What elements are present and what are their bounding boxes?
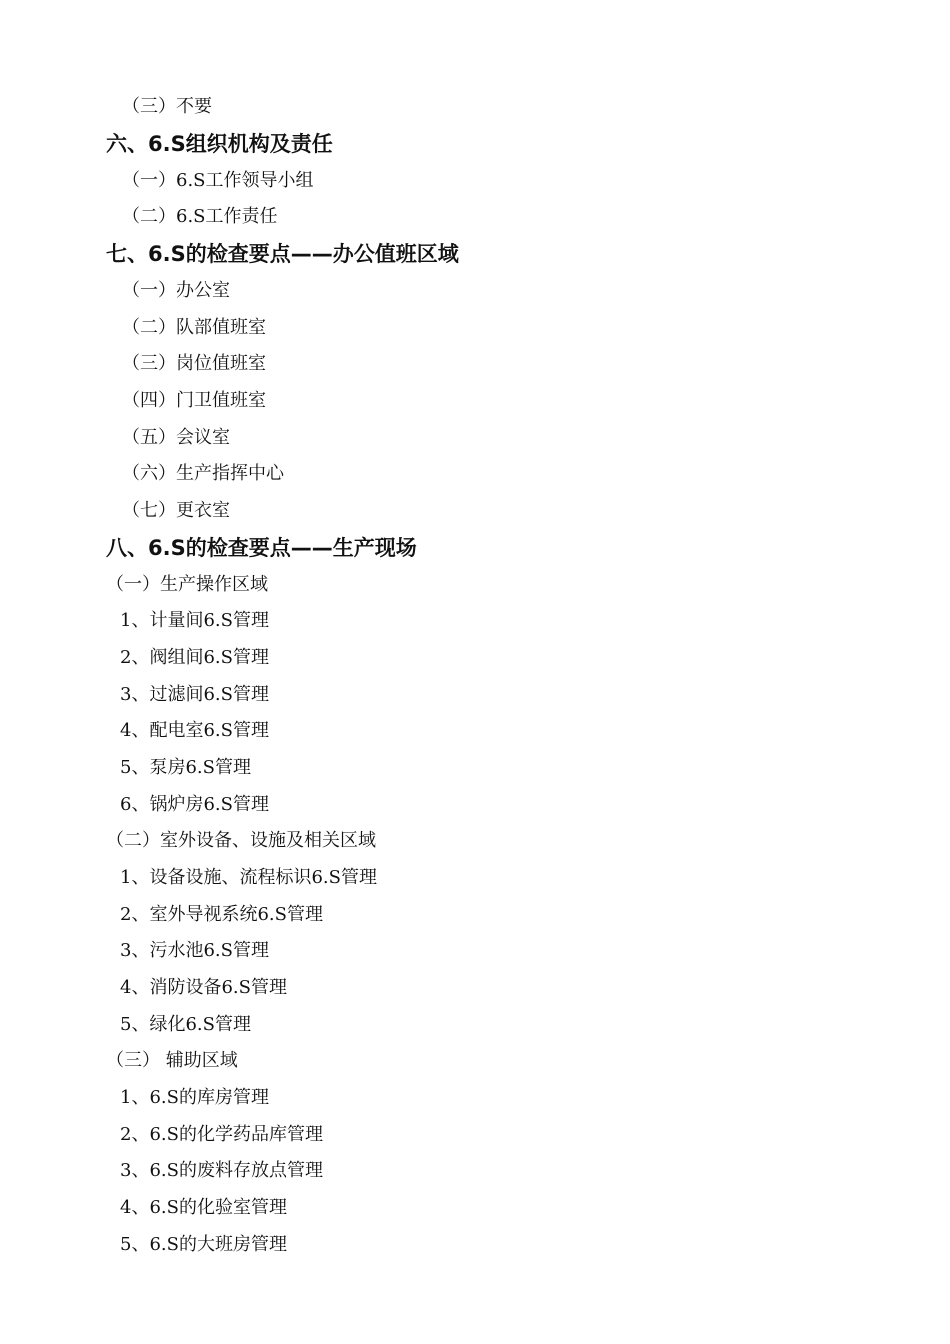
section-heading: 六、6.S组织机构及责任 [106,132,333,156]
list-item: 3、过滤间6.S管理 [120,684,269,705]
subsection-heading: （三）岗位值班室 [122,353,266,374]
subsection-heading: （三）不要 [122,96,212,117]
list-item: 4、6.S的化验室管理 [120,1197,287,1218]
list-item: 4、配电室6.S管理 [120,720,269,741]
list-item: 1、6.S的库房管理 [120,1087,269,1108]
subsection-heading: （三） 辅助区域 [106,1050,238,1071]
list-item: 3、6.S的废料存放点管理 [120,1160,323,1181]
list-item: 5、6.S的大班房管理 [120,1234,287,1255]
section-heading: 七、6.S的检查要点——办公值班区域 [106,242,459,266]
list-item: 3、污水池6.S管理 [120,940,269,961]
subsection-heading: （二）室外设备、设施及相关区域 [106,830,376,851]
subsection-heading: （二）队部值班室 [122,317,266,338]
subsection-heading: （五）会议室 [122,427,230,448]
list-item: 2、室外导视系统6.S管理 [120,904,323,925]
subsection-heading: （七）更衣室 [122,500,230,521]
subsection-heading: （四）门卫值班室 [122,390,266,411]
list-item: 1、计量间6.S管理 [120,610,269,631]
subsection-heading: （一）生产操作区域 [106,574,268,595]
subsection-heading: （一）6.S工作领导小组 [122,170,314,191]
list-item: 5、绿化6.S管理 [120,1014,251,1035]
section-heading: 八、6.S的检查要点——生产现场 [106,536,417,560]
subsection-heading: （六）生产指挥中心 [122,463,284,484]
list-item: 5、泵房6.S管理 [120,757,251,778]
list-item: 2、6.S的化学药品库管理 [120,1124,323,1145]
list-item: 1、设备设施、流程标识6.S管理 [120,867,377,888]
list-item: 6、锅炉房6.S管理 [120,794,269,815]
subsection-heading: （二）6.S工作责任 [122,206,278,227]
list-item: 4、消防设备6.S管理 [120,977,287,998]
list-item: 2、阀组间6.S管理 [120,647,269,668]
subsection-heading: （一）办公室 [122,280,230,301]
